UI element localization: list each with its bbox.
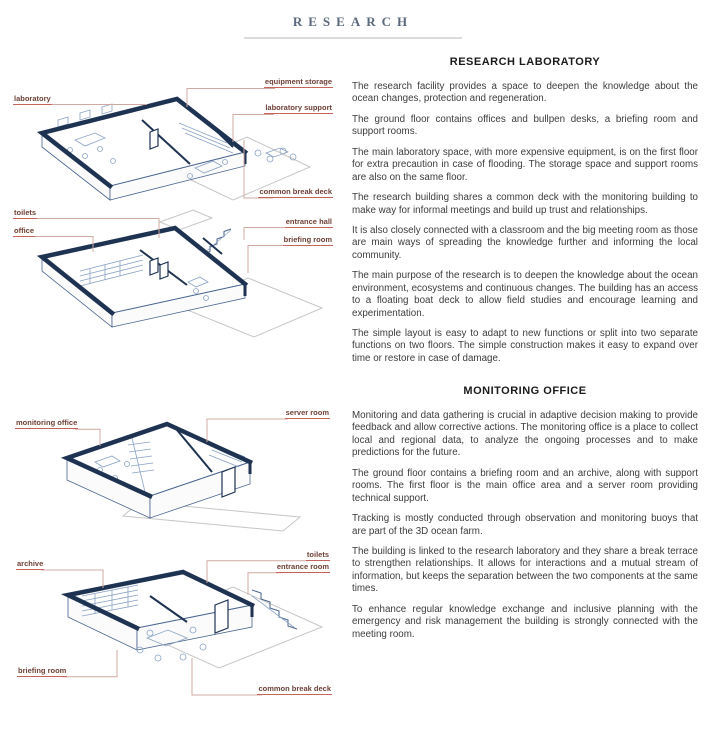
stair-landing: [160, 210, 212, 230]
leader-line: [233, 115, 274, 143]
paragraph: The research facility provides a space to deepen the knowledge about the ocean changes, protection and regeneration.: [352, 81, 698, 105]
section-heading: MONITORING OFFICE: [463, 385, 587, 397]
axonometric-first-floor-monitoring: [67, 424, 300, 531]
leader-line: [207, 419, 288, 442]
paragraph: The main laboratory space, with more expensive equipment, is on the first floor for extra precaution in case of flooding. The storage space and support rooms are also on the same floor.: [352, 146, 698, 183]
label-server-room: server room: [285, 408, 329, 417]
door: [222, 467, 235, 497]
label-laboratory-support: laboratory support: [265, 103, 332, 112]
paragraph: The ground floor contains a briefing room and an archive, along with support rooms. The first floor is the main office area and a server room providing technical support.: [352, 467, 698, 504]
paragraph: The building is linked to the research laboratory and they share a break terrace to strengthen relationships. It allows for interactions and a mutual stream of information, but keeps the separation between the two components at the same times.: [352, 545, 698, 595]
paragraph: Monitoring and data gathering is crucial in adaptive decision making to provide feedback and allow corrective actions. The monitoring office is a place to collect local and regional data, to analyze the ongoing processes and to make predictions for the future.: [352, 410, 698, 459]
paragraph: The research building shares a common deck with the monitoring building to make way for informal meetings and build up trust and relationships.: [352, 192, 698, 216]
door: [215, 600, 228, 633]
label-laboratory: laboratory: [14, 94, 51, 103]
paragraph: To enhance regular knowledge exchange and inclusive planning with the emergency and risk management the building is strongly connected with the meeting room.: [352, 603, 698, 640]
door: [150, 129, 158, 149]
paragraph: The main purpose of the research is to deepen the knowledge about the ocean environment, ecosystems and continuous changes. The building has an access to a floating boat deck to allow field studies and encourage learning and experimentation.: [352, 270, 698, 319]
label-equipment-storage: equipment storage: [264, 77, 332, 86]
section-heading: RESEARCH LABORATORY: [449, 56, 601, 68]
leader-line: [187, 89, 275, 108]
label-toilets: toilets: [14, 208, 37, 217]
label-toilets: toilets: [306, 550, 329, 559]
leader-line: [62, 650, 117, 677]
paragraph: The ground floor contains offices and bullpen desks, a briefing room and support rooms.: [352, 113, 698, 138]
door: [150, 258, 158, 275]
label-briefing-room: briefing room: [18, 666, 67, 675]
label-office: office: [14, 226, 35, 235]
label-archive: archive: [17, 559, 44, 568]
label-monitoring-office: monitoring office: [16, 418, 78, 427]
monitoring-office-diagram-panel: [0, 400, 350, 736]
leader-line: [75, 429, 100, 446]
label-common-break-deck: common break deck: [258, 684, 331, 693]
page-title: RESEARCH: [292, 14, 414, 29]
label-briefing-room: briefing room: [283, 235, 332, 244]
label-entrance-hall: entrance hall: [285, 217, 332, 226]
leader-line: [248, 573, 281, 595]
paragraph: It is also closely connected with a classroom and the big meeting room as those are main ways of spreading the knowledge further and informing the local community.: [352, 224, 698, 261]
leader-line: [248, 246, 292, 274]
title-underline: [244, 37, 462, 39]
leader-line: [41, 570, 103, 588]
label-common-break-deck: common break deck: [259, 187, 332, 196]
paragraph: The simple layout is easy to adapt to new functions or split into two separate functions on two floors. The simple construction makes it easy to expand over time or restore in case of damage.: [352, 328, 698, 364]
door: [160, 262, 168, 279]
research-laboratory-text-column: [352, 56, 698, 373]
research-laboratory-diagram-panel: [0, 60, 350, 390]
axonometric-ground-floor-laboratory: [42, 210, 322, 337]
label-entrance-room: entrance room: [276, 562, 329, 571]
page-header: [0, 14, 706, 30]
monitoring-office-text-column: [352, 385, 698, 649]
paragraph: Tracking is mostly conducted through observation and monitoring buoys that are part of the 3D ocean farm.: [352, 513, 698, 537]
axonometric-ground-floor-monitoring: [68, 572, 322, 668]
